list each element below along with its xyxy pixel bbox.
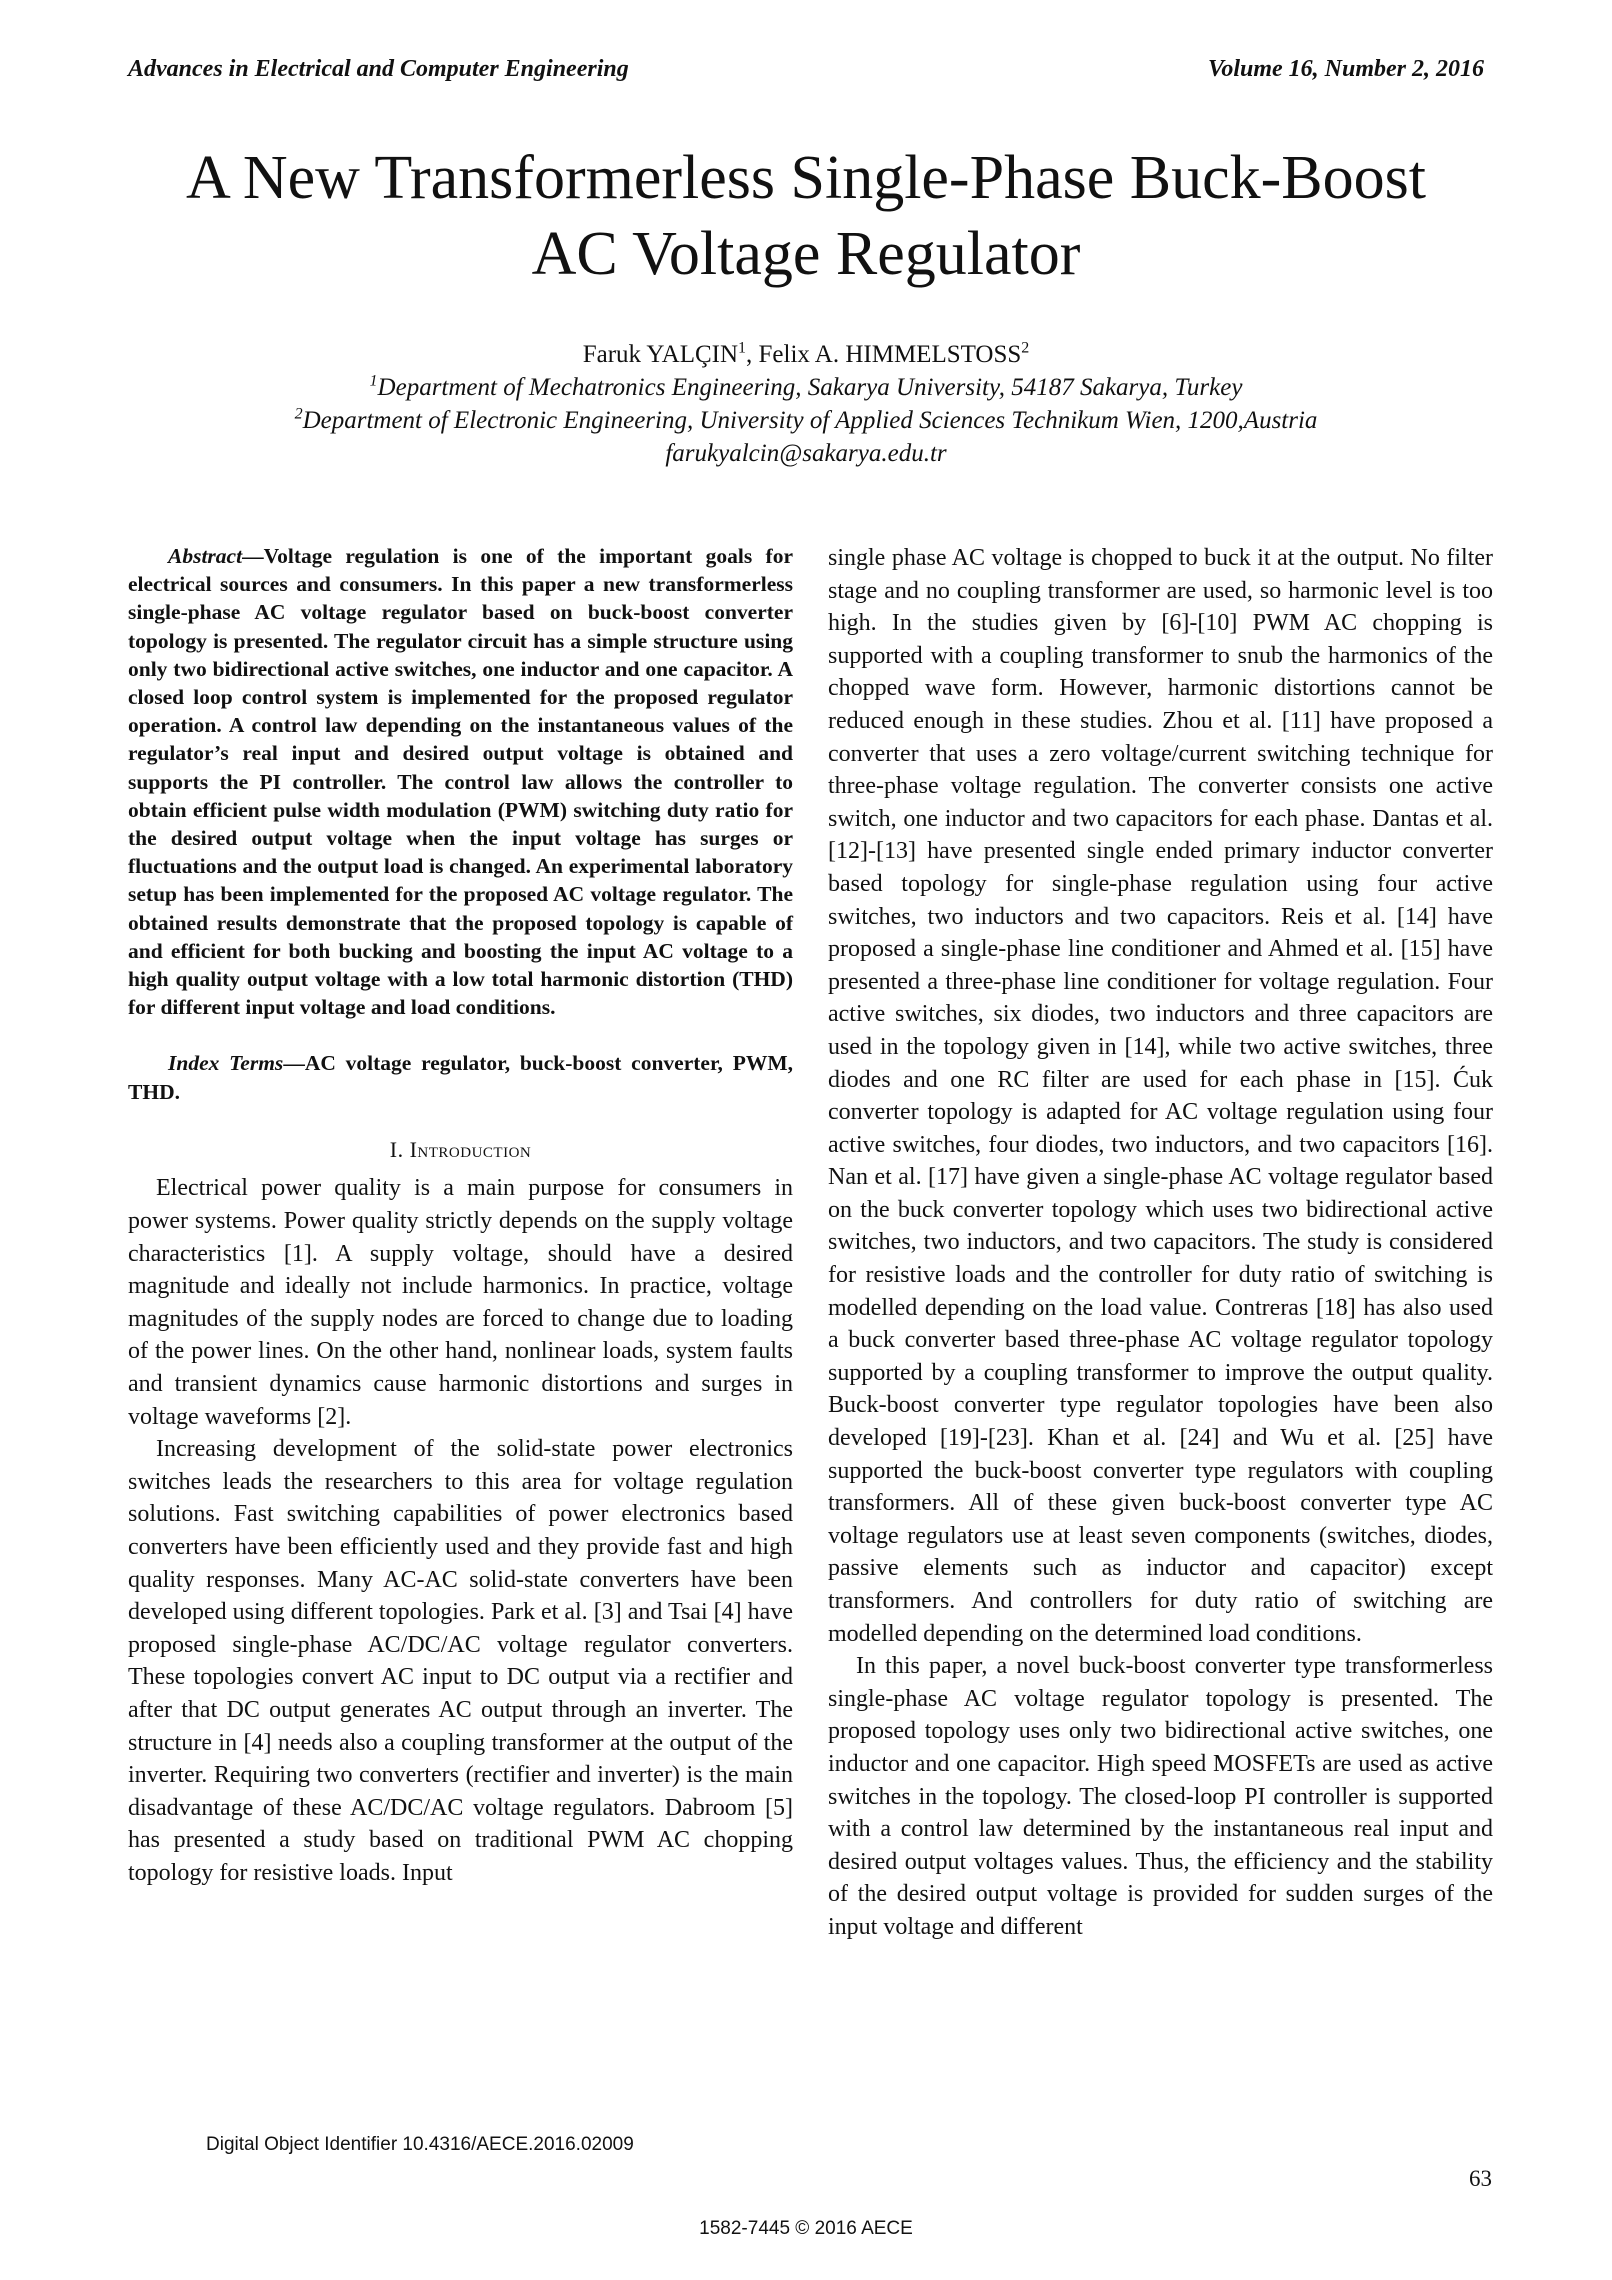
author-block — [130, 338, 1482, 470]
affiliation-2-sup: 2 — [294, 405, 303, 423]
section-title: Introduction — [409, 1136, 532, 1162]
issn-footer: 1582-7445 © 2016 AECE — [699, 2218, 913, 2239]
index-terms — [128, 1049, 793, 1105]
abstract — [128, 542, 793, 1021]
author-2: Felix A. HIMMELSTOSS — [758, 341, 1022, 368]
index-terms-label: Index Terms — [168, 1051, 284, 1076]
paragraph: Increasing development of the solid-state power electronics switches leads the researchers to this area for voltage regulation solutions. Fast switching capabilities of power electronics based converters have been efficiently used and they provide fast and high quality responses. Many AC-AC solid-state converters have been developed using different topologies. Park et al. [3] and Tsai [4] have proposed single-phase AC/DC/AC voltage regulator converters. These topologies convert AC input to DC output via a rectifier and after that DC output generates AC output through an inverter. The structure in [4] needs also a coupling transformer at the output of the inverter. Requiring two converters (rectifier and inverter) is the main disadvantage of these AC/DC/AC voltage regulators. Dabroom [5] has presented a study based on traditional PWM AC chopping topology for resistive loads. Input — [128, 1436, 793, 1886]
author-2-sup: 2 — [1021, 339, 1030, 357]
author-names — [130, 338, 1482, 371]
affiliation-1-text: Department of Mechatronics Engineering, Sakarya University, 54187 Sakarya, Turkey — [377, 374, 1243, 401]
author-1-sup: 1 — [738, 339, 747, 357]
doi-footer: Digital Object Identifier 10.4316/AECE.2016.02009 — [206, 2134, 634, 2155]
abstract-text: —Voltage regulation is one of the important goals for electrical sources and consumers. In this paper a new transformerless single-phase AC voltage regulator based on buck-boost converter topology is presented. The regulator circuit has a simple structure using only two bidirectional active switches, one inductor and one capacitor. A closed loop control system is implemented for the proposed regulator operation. A control law depending on the instantaneous values of the regulator’s real input and desired output voltage is obtained and supports the PI controller. The control law allows the controller to obtain efficient pulse width modulation (PWM) switching duty ratio for the desired output voltage when the input voltage has surges or fluctuations and the output load is changed. An experimental laboratory setup has been implemented for the proposed AC voltage regulator. The obtained results demonstrate that the proposed topology is capable of and efficient for both bucking and boosting the input AC voltage to a high quality output voltage with a low total harmonic distortion (THD) for different input voltage and load conditions. — [128, 544, 793, 1020]
paragraph: Electrical power quality is a main purpose for consumers in power systems. Power quality strictly depends on the supply voltage characteristics [1]. A supply voltage, should have a desired magnitude and ideally not include harmonics. In practice, voltage magnitudes of the supply nodes are forced to change due to loading of the power lines. On the other hand, nonlinear loads, system faults and transient dynamics cause harmonic distortions and surges in voltage waveforms [2]. — [128, 1175, 793, 1430]
volume-info: Volume 16, Number 2, 2016 — [1207, 56, 1484, 82]
index-terms-text: —AC voltage regulator, buck-boost converter, PWM, THD. — [128, 1051, 793, 1104]
section-number: I. — [389, 1136, 404, 1162]
left-column — [128, 542, 793, 1890]
running-header — [128, 56, 1484, 86]
affiliation-2-text: Department of Electronic Engineering, University of Applied Sciences Technikum Wien, 1200,Austria — [302, 407, 1318, 434]
paragraph: In this paper, a novel buck-boost converter type transformerless single-phase AC voltage regulator topology is presented. The proposed topology uses only two bidirectional active switches, one inductor and one capacitor. High speed MOSFETs are used as active switches in the topology. The closed-loop PI controller is supported with a control law determined by the instantaneous real input and desired output voltages values. Thus, the efficiency and the stability of the desired output voltage is provided for sudden surges of the input voltage and different — [828, 1653, 1493, 1940]
journal-name: Advances in Electrical and Computer Engineering — [128, 56, 629, 82]
right-column — [828, 542, 1493, 1944]
paper-title: A New Transformerless Single-Phase Buck-Boost AC Voltage Regulator — [186, 144, 1426, 288]
page-number: 63 — [1469, 2166, 1492, 2191]
abstract-label: Abstract — [168, 544, 243, 568]
author-email[interactable]: farukyalcin@sakarya.edu.tr — [665, 440, 947, 467]
paragraph: single phase AC voltage is chopped to buck it at the output. No filter stage and no coupling transformer are used, so harmonic level is too high. In the studies given by [6]-[10] PWM AC chopping is supported with a coupling transformer to snub the harmonics of the chopped wave form. However, harmonic distortions cannot be reduced enough in these studies. Zhou et al. [11] have proposed a converter that uses a zero voltage/current switching technique for three-phase voltage regulation. The converter consists one active switch, one inductor and two capacitors for each phase. Dantas et al. [12]-[13] have presented single ended primary inductor converter based topology for single-phase regulation using four active switches, two inductors and two capacitors. Reis et al. [14] have proposed a single-phase line conditioner and Ahmed et al. [15] have presented a three-phase line conditioner for voltage regulation. Four active switches, six diodes, two inductors and three capacitors are used in the topology given in [14], while two active switches, three diodes and one RC filter are used for each phase in [15]. Ćuk converter topology is adapted for AC voltage regulation using four active switches, four diodes, two inductors, and two capacitors [16]. Nan et al. [17] have given a single-phase AC voltage regulator based on the buck converter topology which uses two bidirectional active switches, two inductors, and two capacitors. The study is considered for resistive loads and the controller for duty ratio of switching is modelled depending on the load value. Contreras [18] has also used a buck converter based three-phase AC voltage regulator topology supported by a coupling transformer to improve the output quality. Buck-boost converter type regulator topologies have been also developed [19]-[23]. Khan et al. [24] and Wu et al. [25] have supported the buck-boost converter type regulators with coupling transformers. All of these given buck-boost converter type AC voltage regulators use at least seven components (switches, diodes, passive elements such as inductor and capacitor) except transformers. And controllers for duty ratio of switching are modelled depending on the determined load conditions. — [828, 545, 1493, 1647]
author-1: Faruk YALÇIN — [582, 341, 739, 368]
affiliation-1-sup: 1 — [369, 372, 378, 390]
author-separator: , — [746, 341, 759, 368]
section-heading-introduction — [128, 1134, 793, 1167]
affiliation-1 — [130, 371, 1482, 404]
affiliation-2 — [130, 404, 1482, 437]
